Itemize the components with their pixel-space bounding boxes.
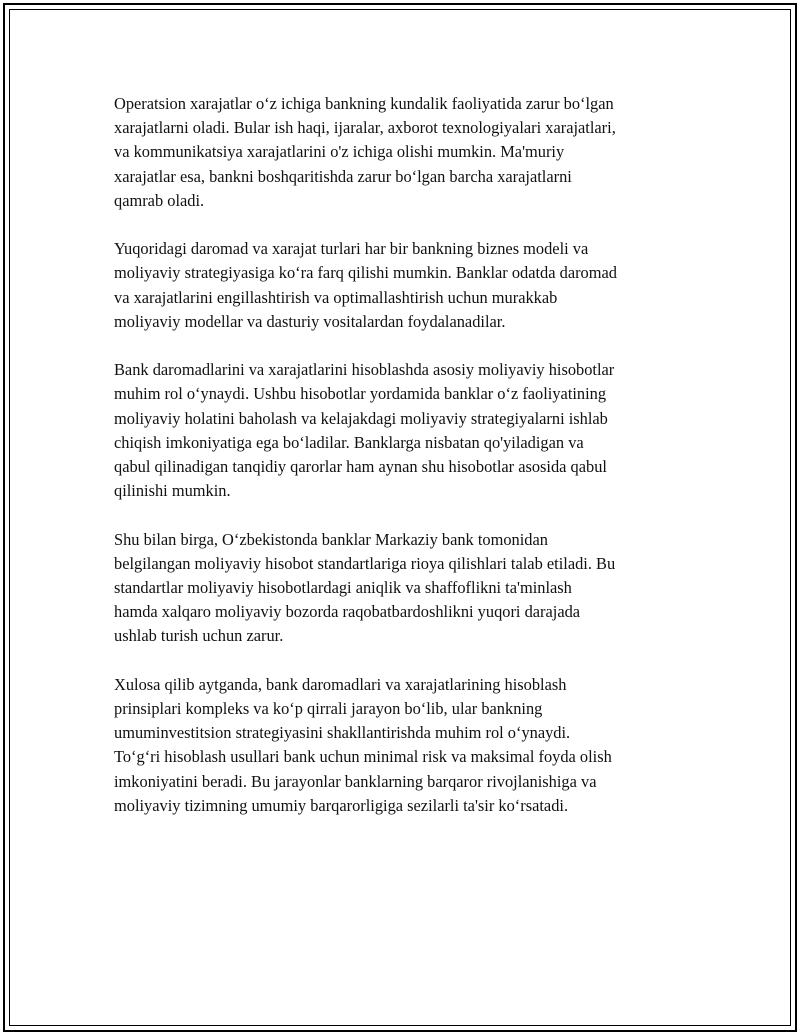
text-line: qabul qilinadigan tanqidiy qarorlar ham aynan shu hisobotlar asosida qabul bbox=[114, 457, 607, 477]
text-line: prinsiplari kompleks va ko‘p qirrali jarayon bo‘lib, ular bankning bbox=[114, 699, 543, 719]
text-line: xarajatlarni oladi. Bular ish haqi, ijaralar, axborot texnologiyalari xarajatlari, bbox=[114, 118, 616, 138]
text-line: imkoniyatini beradi. Bu jarayonlar banklarning barqaror rivojlanishiga va bbox=[114, 771, 597, 791]
text-line: umuminvestitsion strategiyasini shakllantirishda muhim rol o‘ynaydi. bbox=[114, 723, 571, 743]
text-line: Bank daromadlarini va xarajatlarini hisoblashda asosiy moliyaviy hisobotlar bbox=[114, 360, 615, 380]
paragraph-reporting-standards bbox=[114, 528, 694, 649]
text-line: muhim rol o‘ynaydi. Ushbu hisobotlar yordamida banklar o‘z faoliyatining bbox=[114, 384, 607, 404]
text-line: Yuqoridagi daromad va xarajat turlari har bir bankning biznes modeli va bbox=[114, 239, 589, 259]
text-line: Xulosa qilib aytganda, bank daromadlari va xarajatlarining hisoblash bbox=[114, 674, 567, 694]
text-line: moliyaviy strategiyasiga ko‘ra farq qilishi mumkin. Banklar odatda daromad bbox=[114, 263, 617, 283]
text-line: va kommunikatsiya xarajatlarini o'z ichiga olishi mumkin. Ma'muriy bbox=[114, 142, 565, 162]
text-line: Shu bilan birga, O‘zbekistonda banklar Markaziy bank tomonidan bbox=[114, 529, 548, 549]
text-line: qilinishi mumkin. bbox=[114, 481, 231, 501]
document-body bbox=[114, 92, 694, 842]
paragraph-conclusion bbox=[114, 673, 694, 818]
text-line: hamda xalqaro moliyaviy bozorda raqobatbardoshlikni yuqori darajada bbox=[114, 602, 581, 622]
text-line: qamrab oladi. bbox=[114, 190, 205, 210]
paragraph-business-model bbox=[114, 237, 694, 334]
text-line: belgilangan moliyaviy hisobot standartlariga rioya qilishlari talab etiladi. Bu bbox=[114, 553, 616, 573]
text-line: chiqish imkoniyatiga ega bo‘ladilar. Banklarga nisbatan qo'yiladigan va bbox=[114, 432, 584, 452]
text-line: moliyaviy holatini baholash va kelajakdagi moliyaviy strategiyalarni ishlab bbox=[114, 408, 608, 428]
text-line: To‘g‘ri hisoblash usullari bank uchun minimal risk va maksimal foyda olish bbox=[114, 747, 612, 767]
text-line: xarajatlar esa, bankni boshqaritishda zarur bo‘lgan barcha xarajatlarni bbox=[114, 166, 572, 186]
paragraph-financial-reports bbox=[114, 358, 694, 503]
text-line: ushlab turish uchun zarur. bbox=[114, 626, 284, 646]
text-line: va xarajatlarini engillashtirish va optimallashtirish uchun murakkab bbox=[114, 287, 558, 307]
text-line: moliyaviy modellar va dasturiy vositalardan foydalanadilar. bbox=[114, 311, 506, 331]
text-line: moliyaviy tizimning umumiy barqarorligiga sezilarli ta'sir ko‘rsatadi. bbox=[114, 795, 569, 815]
paragraph-operational-expenses bbox=[114, 92, 694, 213]
text-line: standartlar moliyaviy hisobotlardagi aniqlik va shaffoflikni ta'minlash bbox=[114, 578, 572, 598]
text-line: Operatsion xarajatlar o‘z ichiga bankning kundalik faoliyatida zarur bo‘lgan bbox=[114, 94, 614, 113]
